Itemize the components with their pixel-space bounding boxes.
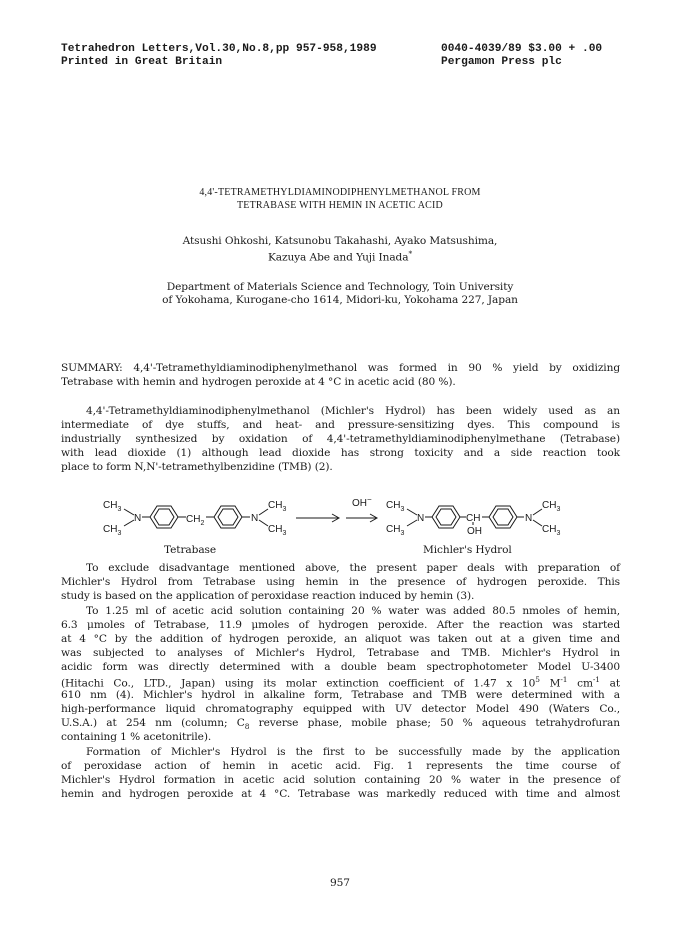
methyl-label: $CH_3$ (386, 524, 405, 537)
para4-line: of peroxidase action of hemin in acetic acid. Fig. 1 represents the time course of (61, 760, 620, 772)
corresponding-mark: * (408, 249, 413, 258)
affiliation-line1: Department of Materials Science and Technology, Toin University (166, 281, 514, 293)
para1-line: 4,4'-Tetramethyldiaminodiphenylmethanol (Michler's Hydrol) has been widely used as an (86, 405, 620, 417)
methyl-label: $CH_3$ (103, 500, 122, 513)
authors-line1: Atsushi Ohkoshi, Katsunobu Takahashi, Ayako Matsushima, (182, 235, 498, 247)
para3-line: 610 nm (4). Michler's hydrol in alkaline form, Tetrabase and TMB were determined with a (61, 689, 620, 701)
para3-line: was subjected to analyses of Michler's Hydrol, Tetrabase and TMB. Michler's Hydrol in (61, 647, 620, 659)
methyl-label: $CH_3$ (542, 524, 561, 537)
nitrogen-label: N (134, 513, 142, 524)
page-number: 957 (330, 877, 350, 889)
nitrogen-label: N (417, 513, 425, 524)
journal-citation: Tetrahedron Letters,Vol.30,No.8,pp 957-958,1989 (61, 43, 377, 55)
para1-line: with lead dioxide (1) although lead dioxide has strong toxicity and a side reaction took (61, 447, 620, 459)
methyl-label: $CH_3$ (542, 500, 561, 513)
methyl-label: $CH_3$ (268, 524, 287, 537)
para1-line: place to form N,N'-tetramethylbenzidine (TMB) (2). (61, 461, 333, 473)
para3-line: To 1.25 ml of acetic acid solution containing 20 % water was added 80.5 nmoles of hemin, (86, 605, 620, 617)
nitrogen-label: N (251, 513, 259, 524)
para4-line: Formation of Michler's Hydrol is the first to be successfully made by the application (86, 746, 620, 758)
methyl-label: $CH_3$ (386, 500, 405, 513)
nitrogen-label: N (525, 513, 533, 524)
methyl-label: $CH_3$ (268, 500, 287, 513)
publisher: Pergamon Press plc (441, 56, 562, 68)
hydroxyl-label: OH (467, 526, 482, 537)
article-title-line1: 4,4'-TETRAMETHYLDIAMINODIPHENYLMETHANOL FROM (199, 187, 481, 198)
para4-line: hemin and hydrogen peroxide at 4 °C. Tetrabase was markedly reduced with time and almost (61, 788, 620, 800)
para2-line: study is based on the application of peroxidase reaction induced by hemin (3). (61, 590, 475, 602)
hydroxide-label: OH− (352, 495, 372, 509)
methyl-label: $CH_3$ (103, 524, 122, 537)
authors-line2: Kazuya Abe and Yuji Inada* (267, 249, 413, 264)
summary-line1: SUMMARY: 4,4'-Tetramethyldiaminodiphenylmethanol was formed in 90 % yield by oxidizing (61, 362, 620, 374)
para3-line: containing 1 % acetonitrile). (61, 731, 212, 743)
para3-line: (Hitachi Co., LTD., Japan) using its molar extinction coefficient of 1.47 x $10^5$ $M^{-1}$ $cm^{-1}$ at (61, 675, 621, 690)
para3-line: U.S.A.) at 254 nm (column; $C_8$ reverse phase, mobile phase; 50 % aqueous tetrahydrofuran (61, 717, 620, 732)
reaction-scheme (0, 470, 680, 550)
tetrabase-label: Tetrabase (164, 544, 217, 556)
para3-line: acidic form was directly determined with a double beam spectrophotometer Model U-3400 (61, 661, 620, 673)
article-title-line2: TETRABASE WITH HEMIN IN ACETIC ACID (237, 200, 443, 211)
affiliation-line2: of Yokohama, Kurogane-cho 1614, Midori-ku, Yokohama 227, Japan (162, 294, 518, 306)
para3-line: 6.3 μmoles of Tetrabase, 11.9 μmoles of hydrogen peroxide. After the reaction was started (61, 619, 620, 631)
para3-line: at 4 °C by the addition of hydrogen peroxide, an aliquot was taken out at a given time and (61, 633, 620, 645)
para3-line: high-performance liquid chromatography equipped with UV detector Model 490 (Waters Co., (61, 703, 620, 715)
para4-line: Michler's Hydrol formation in acetic acid solution containing 20 % water in the presence of (61, 774, 620, 786)
para1-line: industrially synthesized by oxidation of 4,4'-tetramethyldiaminodiphenylmethane (Tetrabase) (61, 433, 620, 445)
para2-line: Michler's Hydrol from Tetrabase using hemin in the presence of hydrogen peroxide. This (61, 576, 620, 588)
methylene-label: $CH_2$ (186, 514, 205, 527)
para2-line: To exclude disadvantage mentioned above, the present paper deals with preparation of (86, 562, 620, 574)
summary-line2: Tetrabase with hemin and hydrogen peroxide at 4 °C in acetic acid (80 %). (61, 376, 456, 388)
printed-in: Printed in Great Britain (61, 56, 223, 68)
issn-price: 0040-4039/89 $3.00 + .00 (441, 43, 603, 55)
methine-label: CH (466, 513, 481, 524)
para1-line: intermediate of dye stuffs, and heat- and pressure-sensitizing dyes. This compound is (61, 419, 620, 431)
michlers-hydrol-label: Michler's Hydrol (423, 544, 512, 556)
